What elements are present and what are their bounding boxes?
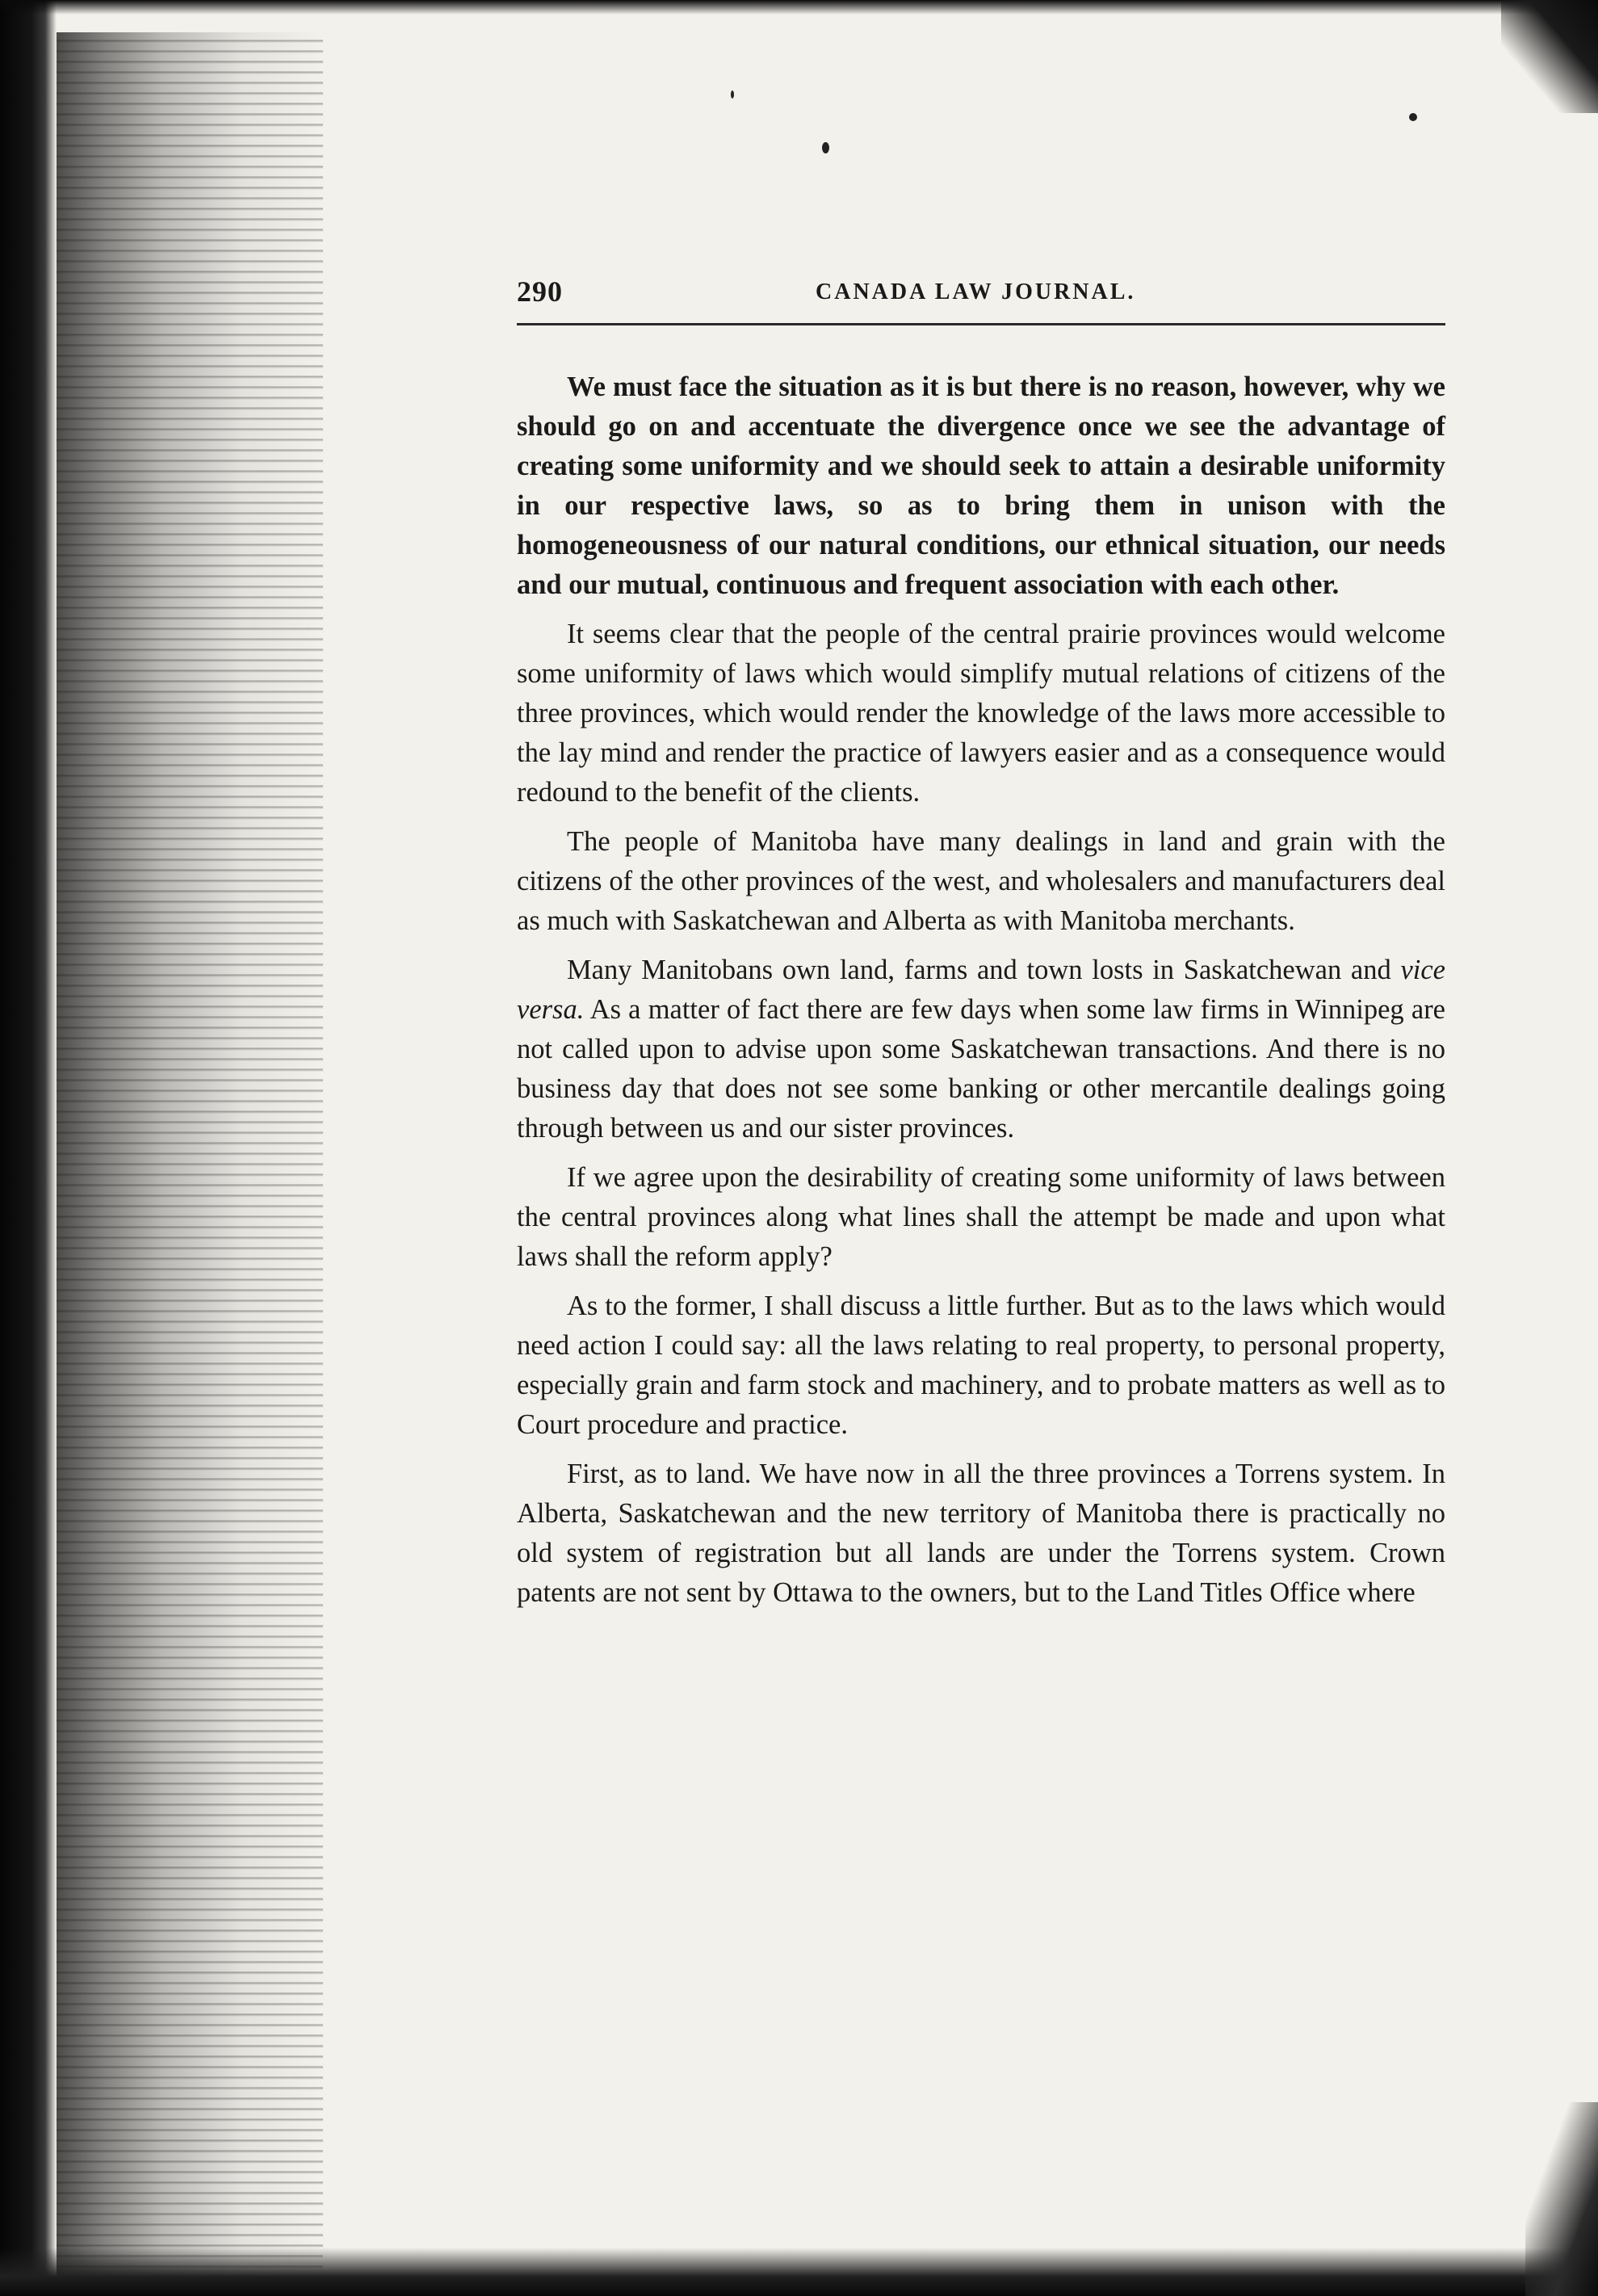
binding-shadow <box>57 32 323 2296</box>
paragraph <box>517 951 1445 1148</box>
scan-corner-bottom-right <box>1525 2102 1598 2296</box>
scan-speck <box>822 142 829 153</box>
scan-edge-bottom <box>0 2248 1598 2296</box>
body-text <box>517 367 1445 1622</box>
running-head: CANADA LAW JOURNAL. <box>816 279 1136 304</box>
scan-edge-left <box>0 0 57 2296</box>
page-number: 290 <box>517 275 563 308</box>
paragraph: We must face the situation as it is but there is no reason, however, why we should go on and accentuate the divergence once we see the advantage of creating some uniformity and we should seek to attain a desirable uniformity in our respective laws, so as to bring them in unison with the homogeneousness of our natural conditions, our ethnical situation, our needs and our mutual, continuous and frequent association with each other. <box>517 371 1445 600</box>
paragraph: It seems clear that the people of the central prairie provinces would welcome some uniformity of laws which would simplify mutual relations of citizens of the three provinces, which would render the knowledge of the laws more accessible to the lay mind and render the practice of lawyers easier and as a consequence would redound to the benefit of the clients. <box>517 619 1445 808</box>
latin-phrase: vice versa. <box>517 955 1445 1025</box>
paragraph-text: Many Manitobans own land, farms and town losts in Saskatchewan and <box>567 955 1401 985</box>
header-rule <box>517 323 1445 325</box>
paragraph: If we agree upon the desirability of creating some uniformity of laws between the central provinces along what lines shall the attempt be made and upon what laws shall the reform apply? <box>517 1162 1445 1272</box>
paragraph: As to the former, I shall discuss a little further. But as to the laws which would need action I could say: all the laws relating to real property, to personal property, especially grain and farm stock and machinery, and to probate matters as well as to Court procedure and practice. <box>517 1291 1445 1440</box>
scan-edge-top <box>0 0 1598 15</box>
page-header <box>517 275 1445 323</box>
scan-speck <box>1409 113 1417 121</box>
scan-speck <box>731 90 734 99</box>
paragraph: First, as to land. We have now in all the three provinces a Torrens system. In Alberta, Saskatchewan and the new territory of Manitoba there is practically no old system of registration but all lands are under the Torrens system. Crown patents are not sent by Ottawa to the owners, but to the Land Titles Office where <box>517 1459 1445 1608</box>
paragraph-text: As a matter of fact there are few days when some law firms in Winnipeg are not called upon to advise upon some Saskatchewan transactions. And there is no business day that does not see some banking or other mercantile dealings going through between us and our sister provinces. <box>517 994 1445 1144</box>
paragraph: The people of Manitoba have many dealings in land and grain with the citizens of the other provinces of the west, and wholesalers and manufacturers deal as much with Saskatchewan and Alberta as with Manitoba merchants. <box>517 826 1445 936</box>
scan-corner-top-right <box>1501 0 1598 113</box>
